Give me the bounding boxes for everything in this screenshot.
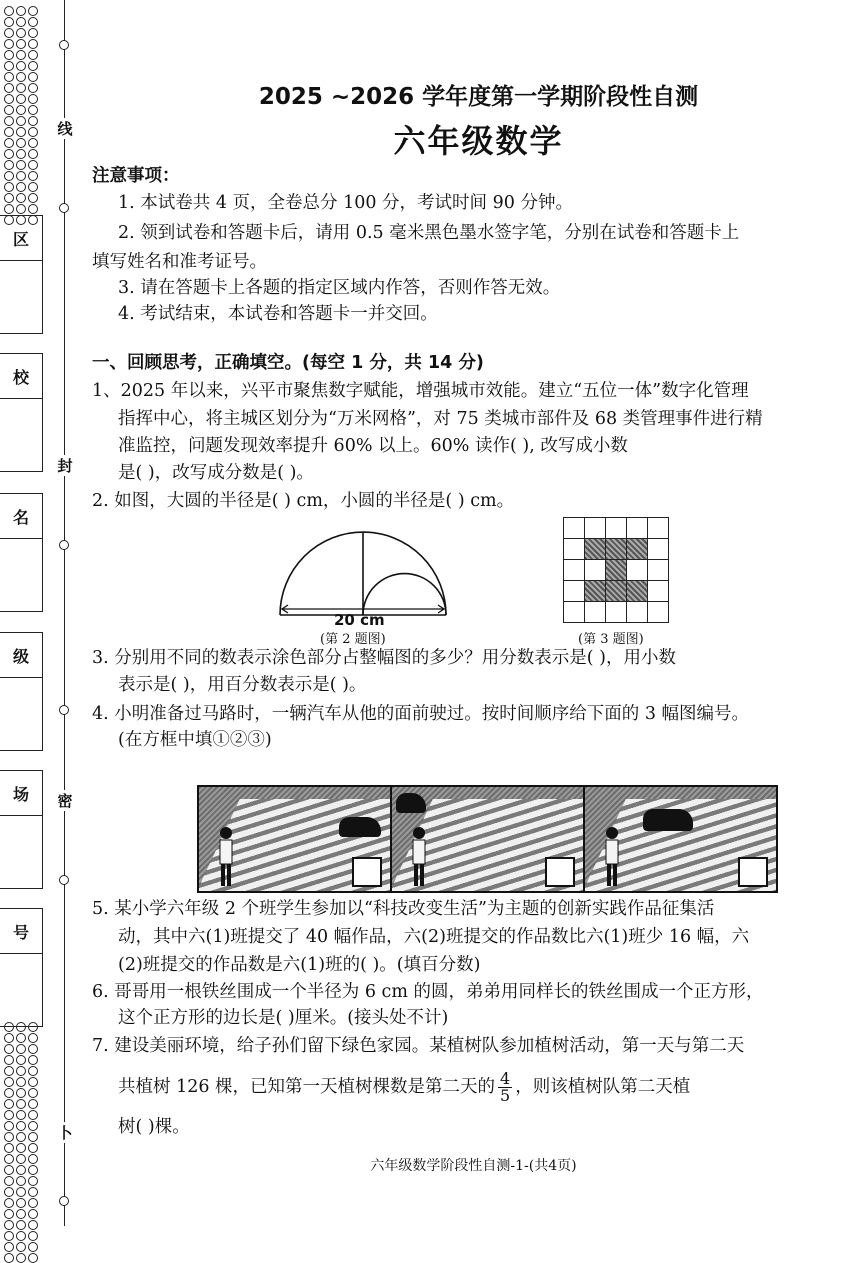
- question-4-line: 4. 小明准备过马路时，一辆汽车从他的面前驶过。按时间顺序给下面的 3 幅图编号。: [92, 704, 750, 724]
- question-6-line: 这个正方形的边长是( )厘米。(接头处不计): [118, 1008, 449, 1028]
- seal-dot: [59, 875, 69, 885]
- question-1-line: 指挥中心，将主城区划分为“万米网格”，对 75 类城市部件及 68 类管理事件进行精: [118, 409, 763, 429]
- question-2: 2. 如图，大圆的半径是( ) cm，小圆的半径是( ) cm。: [92, 491, 515, 511]
- notice-item: 2. 领到试卷和答题卡后，请用 0.5 毫米黑色墨水签字笔，分别在试卷和答题卡上: [118, 223, 740, 243]
- info-label: 名: [0, 494, 42, 539]
- order-box-3[interactable]: [738, 857, 768, 887]
- seal-line: [64, 0, 65, 1226]
- question-7-line: [118, 1071, 690, 1104]
- notice-item: 4. 考试结束，本试卷和答题卡一并交回。: [118, 304, 438, 324]
- question-4-line: (在方框中填①②③): [118, 730, 272, 750]
- info-box-school[interactable]: [0, 353, 43, 472]
- exam-subject: 六年级数学: [393, 122, 564, 160]
- notice-item: 1. 本试卷共 4 页，全卷总分 100 分，考试时间 90 分钟。: [118, 193, 573, 213]
- figure-semicircles: [278, 515, 448, 625]
- info-box-name[interactable]: [0, 493, 43, 612]
- pedestrian-icon: [603, 825, 621, 887]
- info-label: 号: [0, 909, 42, 954]
- seal-char-seal: 封: [55, 455, 75, 476]
- info-label: 校: [0, 354, 42, 399]
- seal-char-bottom: 卜: [55, 1122, 75, 1143]
- info-box-number[interactable]: [0, 908, 43, 1027]
- crossing-picture-3: [585, 787, 776, 891]
- question-5-line: (2)班提交的作品数是六(1)班的( )。(填百分数): [118, 955, 481, 975]
- car-icon: [643, 809, 693, 831]
- question-1-line: 准监控，问题发现效率提升 60% 以上。60% 读作( ), 改写成小数: [118, 436, 628, 456]
- page-footer: 六年级数学阶段性自测-1-(共4页): [370, 1158, 577, 1174]
- seal-char-secret: 密: [55, 790, 75, 811]
- car-icon: [396, 793, 426, 813]
- notice-item: 填写姓名和准考证号。: [92, 252, 267, 272]
- question-7-text: 共植树 126 棵，已知第一天植树棵数是第二天的: [118, 1077, 496, 1097]
- question-6-line: 6. 哥哥用一根铁丝围成一个半径为 6 cm 的圆，弟弟用同样长的铁丝围成一个正方形，: [92, 982, 764, 1002]
- section-heading: 一、回顾思考，正确填空。(每空 1 分，共 14 分): [92, 353, 484, 373]
- question-3-line: 表示是( )，用百分数表示是( )。: [118, 675, 367, 695]
- punch-holes-bottom: [4, 1022, 40, 1263]
- question-7-text: ，则该植树队第二天植: [515, 1077, 691, 1097]
- exam-title: 2025 ~2026 学年度第一学期阶段性自测: [258, 84, 699, 110]
- question-5-line: 5. 某小学六年级 2 个班学生参加以“科技改变生活”为主题的创新实践作品征集活: [92, 899, 715, 919]
- seal-dot: [59, 203, 69, 213]
- car-icon: [339, 817, 381, 837]
- notice-item: 3. 请在答题卡上各题的指定区域内作答，否则作答无效。: [118, 278, 561, 298]
- info-box-district[interactable]: [0, 215, 43, 334]
- fraction-numerator: 4: [500, 1069, 511, 1088]
- figure-2-measure: 20 cm: [334, 611, 385, 629]
- pedestrian-icon: [217, 825, 235, 887]
- order-box-1[interactable]: [352, 857, 382, 887]
- info-label: 级: [0, 633, 42, 678]
- question-7-line: 7. 建设美丽环境，给子孙们留下绿色家园。某植树队参加植树活动，第一天与第二天: [92, 1036, 745, 1056]
- crossing-picture-2: [392, 787, 585, 891]
- figure-3-caption: (第 3 题图): [578, 632, 644, 647]
- figure-grid: [563, 517, 669, 623]
- notice-heading: 注意事项：: [92, 166, 180, 186]
- info-label: 区: [0, 216, 42, 261]
- fraction: [498, 1071, 512, 1104]
- info-box-class[interactable]: [0, 632, 43, 751]
- crossing-picture-1: [199, 787, 392, 891]
- seal-dot: [59, 40, 69, 50]
- pedestrian-icon: [410, 825, 428, 887]
- question-1-line: 是( )，改写成分数是( )。: [118, 463, 314, 483]
- fraction-denominator: 5: [500, 1086, 511, 1105]
- question-7-line: 树( )棵。: [118, 1117, 190, 1137]
- seal-char-line: 线: [55, 118, 75, 139]
- binding-margin: [0, 0, 80, 1226]
- info-box-room[interactable]: [0, 770, 43, 889]
- seal-dot: [59, 705, 69, 715]
- figure-2-caption: (第 2 题图): [320, 632, 386, 647]
- order-box-2[interactable]: [545, 857, 575, 887]
- info-label: 场: [0, 771, 42, 816]
- seal-dot: [59, 1196, 69, 1206]
- seal-dot: [59, 540, 69, 550]
- crossing-pictures: [197, 785, 778, 893]
- question-3-line: 3. 分别用不同的数表示涂色部分占整幅图的多少？用分数表示是( )，用小数: [92, 648, 676, 668]
- question-1-line: 1、2025 年以来，兴平市聚焦数字赋能，增强城市效能。建立“五位一体”数字化管理: [92, 381, 749, 401]
- question-5-line: 动，其中六(1)班提交了 40 幅作品，六(2)班提交的作品数比六(1)班少 16 幅，六: [118, 927, 750, 947]
